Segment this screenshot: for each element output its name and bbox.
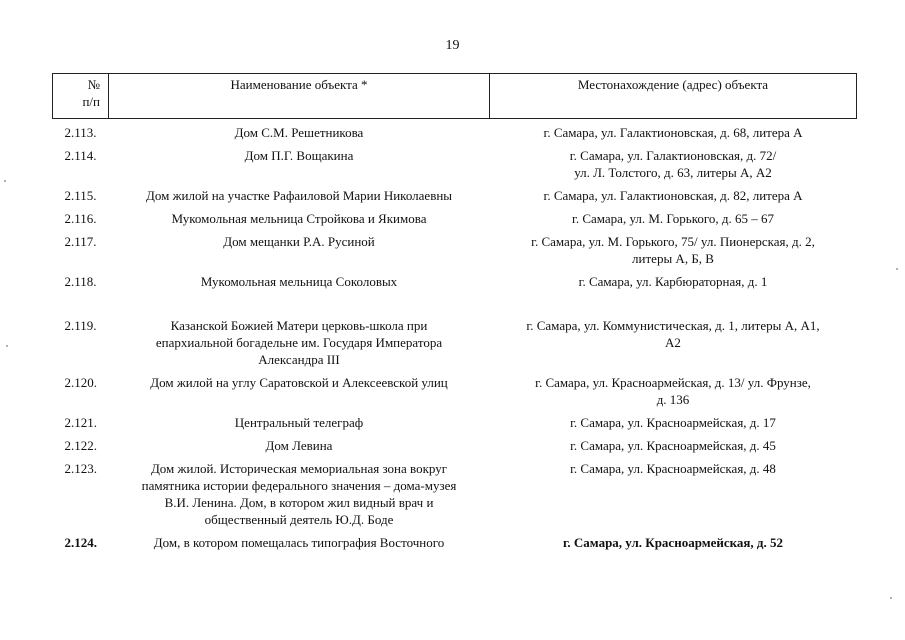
row-name: Центральный телеграф [234,415,364,430]
row-address: г. Самара, ул. М. Горького, д. 65 – 67 [571,211,775,226]
table-row [53,460,857,534]
row-number: 2.121. [64,415,97,430]
row-number: 2.118. [64,274,97,289]
table-row [53,374,857,414]
scan-speck [6,345,8,347]
row-address: г. Самара, ул. Красноармейская, д. 52 [562,535,784,550]
scan-speck [890,597,892,599]
row-number: 2.119. [64,318,97,333]
table-row [53,437,857,460]
row-number: 2.114. [64,148,97,163]
scan-speck [4,180,6,182]
row-number: 2.115. [64,188,97,203]
row-name: Дом жилой. Историческая мемориальная зона вокруг памятника истории федерального значения – дома-музея В.И. Ленина. Дом, в котором жил видный врач и общественный деятель Ю.Д. Боде [141,461,457,527]
row-number: 2.117. [64,234,97,249]
table-row [53,187,857,210]
row-address: г. Самара, ул. Красноармейская, д. 48 [570,461,776,476]
row-name: Мукомольная мельница Стройкова и Якимова [171,211,427,226]
row-name: Дом мещанки Р.А. Русиной [223,234,375,249]
table-row [53,210,857,233]
table-row [53,317,857,374]
row-name: Дом жилой на углу Саратовской и Алексеевской улиц [150,375,448,390]
header-address: Местонахождение (адрес) объекта [490,74,857,119]
row-address: г. Самара, ул. Галактионовская, д. 82, литера А [543,188,803,203]
row-address: г. Самара, ул. Красноармейская, д. 17 [570,415,776,430]
table-row [53,534,857,557]
row-number: 2.120. [64,375,97,390]
scan-speck [896,268,898,270]
table-row [53,119,857,148]
row-number: 2.116. [64,211,97,226]
row-number: 2.113. [64,125,97,140]
page-number: 19 [445,38,460,53]
table-header-row [53,74,857,119]
row-number: 2.122. [64,438,97,453]
row-number: 2.123. [64,461,97,476]
row-address: г. Самара, ул. Красноармейская, д. 13/ ул. Фрунзе, д. 136 [535,375,811,407]
row-name: Казанской Божией Матери церковь-школа при епархиальной богадельне им. Государя Императора Александра III [155,318,443,367]
row-address: г. Самара, ул. Красноармейская, д. 45 [570,438,776,453]
row-number: 2.124. [64,535,97,550]
row-address: г. Самара, ул. Карбюраторная, д. 1 [578,274,768,289]
row-name: Дом, в котором помещалась типография Восточного [153,535,445,550]
table-row [53,147,857,187]
row-name: Дом П.Г. Вощакина [244,148,354,163]
table-row [53,233,857,273]
table-row [53,414,857,437]
row-address: г. Самара, ул. Галактионовская, д. 72/ ул. Л. Толстого, д. 63, литеры А, А2 [569,148,777,180]
row-name: Мукомольная мельница Соколовых [200,274,398,289]
row-name: Дом Левина [265,438,333,453]
table-row [53,273,857,317]
row-address: г. Самара, ул. М. Горького, 75/ ул. Пионерская, д. 2, литеры А, Б, В [531,234,815,266]
header-name: Наименование объекта * [109,74,490,119]
row-name: Дом С.М. Решетникова [234,125,364,140]
header-number: № п/п [53,74,109,119]
row-address: г. Самара, ул. Галактионовская, д. 68, литера А [543,125,803,140]
row-name: Дом жилой на участке Рафаиловой Марии Николаевны [145,188,453,203]
row-address: г. Самара, ул. Коммунистическая, д. 1, литеры А, А1, А2 [526,318,820,350]
objects-table [52,73,857,557]
